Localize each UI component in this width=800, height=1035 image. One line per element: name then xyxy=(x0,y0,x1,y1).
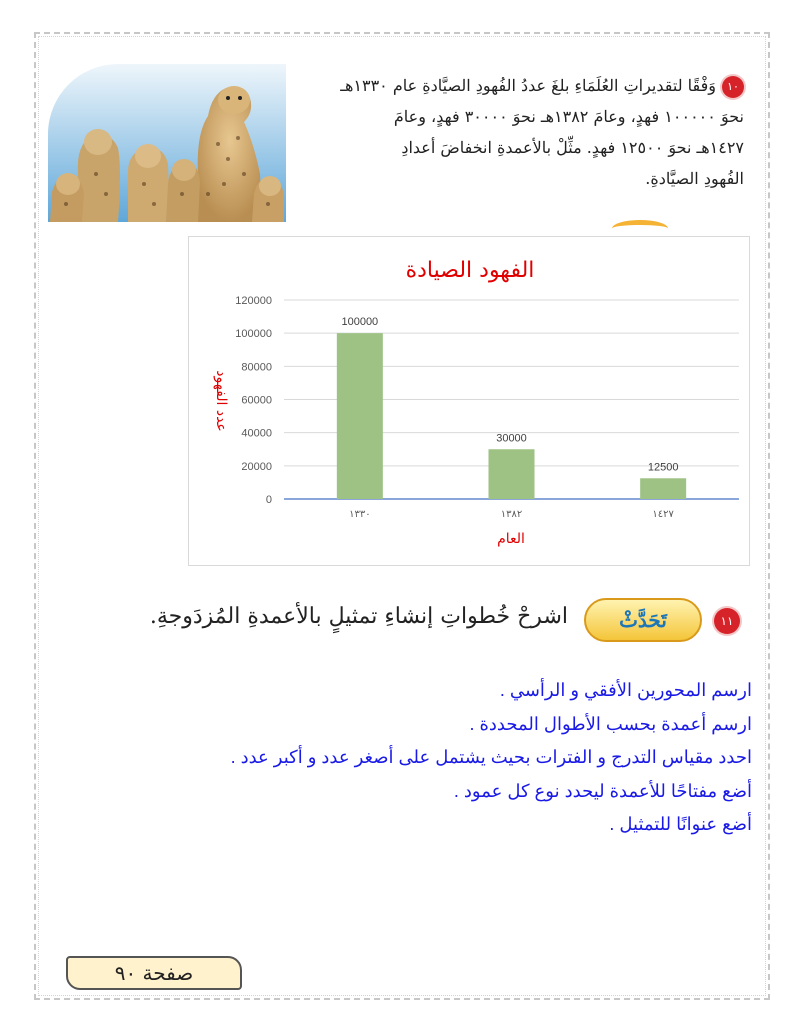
chart-canvas xyxy=(189,237,751,567)
y-tick-label: 20000 xyxy=(241,460,272,473)
bar-data-label: 12500 xyxy=(647,461,679,474)
y-tick-label: 80000 xyxy=(241,361,272,374)
answer-list xyxy=(60,674,752,842)
problem-10-line-1: وَفْقًا لتقديراتِ العُلَمَاءِ بلغَ عددُ الفُهودِ الصيَّادةِ عام ١٣٣٠هـ xyxy=(340,76,716,95)
answer-line: ارسم أعمدة بحسب الأطوال المحددة . xyxy=(469,713,752,734)
chart-title: الفهود الصيادة xyxy=(405,258,535,283)
problem-number-badge: ١١ xyxy=(714,608,740,634)
problem-11-text: اشرحْ خُطواتِ إنشاءِ تمثيلٍ بالأعمدةِ المُزدَوجةِ. xyxy=(149,604,568,629)
problem-11 xyxy=(110,594,740,646)
y-tick-label: 60000 xyxy=(241,394,272,407)
x-tick-label: ١٣٣٠ xyxy=(349,509,371,520)
y-tick-label: 40000 xyxy=(241,427,272,440)
bar xyxy=(337,333,383,499)
answer-line: ارسم المحورين الأفقي و الرأسي . xyxy=(499,680,752,700)
x-axis-label: العام xyxy=(497,531,525,547)
problem-10-line xyxy=(292,70,744,101)
bar-data-label: 100000 xyxy=(341,316,379,329)
decorative-arc xyxy=(612,220,668,237)
y-tick-label: 100000 xyxy=(235,328,272,341)
answer-line: احدد مقياس التدرج و الفترات بحيث يشتمل على أصغر عدد و أكبر عدد . xyxy=(230,747,752,767)
answer-line: أضع مفتاحًا للأعمدة ليحدد نوع كل عمود . xyxy=(453,780,752,801)
bar xyxy=(640,478,686,499)
problem-10-line-4: الفُهودِ الصيَّادةِ. xyxy=(645,169,744,188)
cheetahs-photo xyxy=(48,64,286,222)
y-tick-label: 120000 xyxy=(235,295,272,307)
bar-chart xyxy=(188,236,750,566)
problem-10-line-3: ١٤٢٧هـ نحوَ ١٢٥٠٠ فهدٍ. مثِّلْ بالأعمدةِ انخفاضَ أعدادِ xyxy=(401,138,744,157)
answer-line: أضع عنوانًا للتمثيل . xyxy=(609,814,752,834)
y-tick-label: 0 xyxy=(265,494,272,506)
problem-10-line-2: نحوَ ١٠٠٠٠٠ فهدٍ، وعامَ ١٣٨٢هـ نحوَ ٣٠٠٠٠ فهدٍ، وعامَ xyxy=(393,107,744,126)
y-axis-label: عدد الفهود xyxy=(213,370,229,432)
bar-data-label: 30000 xyxy=(496,432,527,445)
problem-number-badge: ١٠ xyxy=(722,76,744,98)
x-tick-label: ١٤٢٧ xyxy=(652,509,674,520)
bar xyxy=(489,449,535,499)
x-tick-label: ١٣٨٢ xyxy=(500,509,523,520)
talk-button[interactable]: تَحَدَّثْ xyxy=(584,598,702,642)
problem-10 xyxy=(292,70,744,194)
page-number-label: صفحة ٩٠ xyxy=(66,956,242,990)
